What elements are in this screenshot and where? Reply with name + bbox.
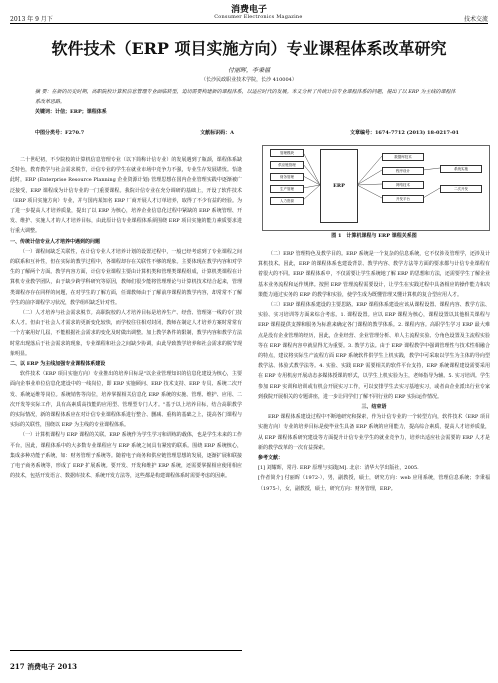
diagram-connectors [262,145,488,229]
article-number: 文章编号：1674-7712 (2013) 18-0217-01 [349,130,459,136]
diagram-node: 网络技术 [382,181,424,189]
section-label: 技术交流 [463,16,488,23]
keywords: 关键词：计信；ERP；课程体系 [35,109,107,115]
article-affiliation: （长沙民政职业技术学院，长沙 410004） [201,77,297,83]
article-meta [35,129,459,136]
footer-magazine: 消费电子 [27,662,56,671]
left-column [10,155,242,482]
conclusion-paragraph: ERP 课程体系建设过程中不断地研究和探索，作为计信专业的一个转型方向，软件技术（ERP 项目实施方向）专业的培养目标是使毕业生具备 ERP 系统的应用能力，提高综合素质，提高人才培养质量，从 ERP 课程体系研究建设等方面提升计信专业学生的就业竞争力，培养出适应社会需要的 ERP 人才是新的教学改革的一次有益探索。 [258,414,490,451]
diagram-node: 二次开发 [440,185,482,193]
article-abstract [35,87,459,117]
page-number: 217 [10,662,25,671]
section-heading-2: 二、以 ERP 为主线加强专业课程体系建设 [10,361,106,368]
section-heading-1: 一、传统计信专业人才培养中遇到的问题 [10,238,101,245]
author-bio: [作者简介] 付丽晖（1972-），男，副教授，硕士，研究方向：web 应用系统，管理信息系统；李秉福（1975-），女，副教授，硕士，研究方向：财务管理，ERP。 [258,475,490,492]
diagram-node-erp: ERP [320,149,358,223]
figure-caption: 图 1 计算机课程与 ERP 课程关系图 [331,233,417,239]
article-authors: 付丽晖，李秉福 [227,67,270,74]
page-footer [10,662,77,672]
abstract-text: 摘 要：在新的历史时期，高职院校计算机信息管理专业面临转型，迫切需要构建新的课程体系，以适应时代的发展。本文分析了传统计信专业课程体系的问题，提出了以 ERP 为主线的课程体系改革思路。 [35,89,456,105]
header-row [10,14,488,23]
paragraph: （一）课程间缺乏关联性，在计信专业人才培养计划的设置过程中，一般已经考虑到了专业课程之间的联系和互补性，但在实际的教学过程中，各课程却存在关联性不够的现象。主要体现在教学内容和对学生的了解两个方面。教学内容方面，计信专业课程主要由计算机类和管理类课程组成，计算机类课程在计算机专业教学团队，由于缺少跨学科研究等原因，教师们很少能将管理理论与计算机技术结合起来，管理类课程亦存在同样的问题，在对学生的了解方面，任课教师由于了解前序课程的教学内容，却常常不了解学生的前序课程学习状况，教学组织缺乏针对性。 [10,248,242,306]
diagram-node: 开发平台 [382,195,424,203]
figure-1-diagram [262,145,488,229]
article-title: 软件技术（ERP 项目实施方向）专业课程体系改革研究 [51,39,447,58]
header-rule [10,23,488,24]
magazine-name: 消费电子 [230,5,267,15]
reference-item: [1] 刘耀晖，常丹. ERP 原理与实践[M]. 北京：清华大学出版社，2005. [258,465,419,472]
paragraph: （一）计算机课程与 ERP 课程的关联。ERP 系统作为学生学习和训练的载体，也是学生未来的工作平台，因此，课程体系中的大多数专业课程应与 ERP 系统之间具有紧密的联系。围绕 ERP 系统核心，集成多种功能子系统，如：财务管理子系统等。随着电子商务和供应链管理思想的发展，逐渐扩展和联接了电子商务系统等，形成了 ERP 扩展系统。要开发、开发和维护 ERP 系统，还需要掌握相应使用相应的技术，包括开发语言、数据库技术、系统开发方法等，这些都是构建课程体系时需要考虑的因素。 [10,432,242,480]
footer-year: 2013 [57,662,77,671]
diagram-node: 系统实施 [440,165,482,173]
section-heading-3: 三、结束语 [361,404,387,411]
paragraph: （二）人才培养与社会需求脱节。高职院校的人才培养目标是培养生产、经营、管理第一线的专门技术人才。但由于社会人才需求的更新变化较快，而学校往往相对封闭，教师在制定人才培养方案时常常有一个方案用好几届，不能根据社会需求的变化及时做出调整。加上教学条件的限制，教学内容和教学方法时常出现落后于社会需求的现象，专业课程和社会之间缺少协调，由此导致教学培养和社会需求的脱节现象明显。 [10,310,242,357]
diagram-node: 生产管理 [270,185,304,193]
diagram-node: 供应链管理 [270,161,304,169]
diagram-node: 数据库技术 [382,153,424,161]
diagram-node: 人力资源 [270,197,304,205]
issue-date: 2013 年 9 月下 [10,16,53,23]
references-heading: 参考文献： [258,455,284,462]
document-code: 文献标识码：A [200,130,235,136]
right-column [258,249,490,494]
paragraph: （三）ERP 课程体系建设的主要思路。ERP 课程体系建设应该从课程设置、课程内容、教学方法、实验、实习培训等方面来综合考虑。1. 课程设置。应以 ERP 课程为核心，课程设置以其他相关课程与 ERP 课程提供支撑和服务为标准来确定各门课程的教学体系。2. 课程内容。高职学生学习 ERP 最大难点是没有企业管理的经历，因此，企业经营、企业管理分析、单人主流程实验、分角色设置及主流程实验等在 ERP 课程内容中就显得尤为重要。3. 教学方法。由于 ERP 课程教学中强调管理性与技术性相融合的特点，建议将实际生产流程方面 ERP 系统软件供学生上机实践，教学中可采取以学生为主体的导向型教学法、体验式教学法等。4. 实验、实践 ERP 需要相关的软件平台支持，ERP 系统课程建设需要采用在 ERP 专用机房开展动态多媒体授课的形式，以学生上机实验为主，老师指导为辅。5. 实习培训。学生参加 ERP 实训和培训或有机会开展实习工作，可以安排学生去实习基地实习，或者由企业派出行业专家到我院开展相关的专题讲座，进一步让同学们了解不同行业的 ERP 实际运作情况。 [258,302,490,400]
clc-number: 中图分类号：F270.7 [35,130,85,136]
diagram-node: 程序设计 [382,167,424,175]
diagram-node: 财务管理 [270,173,304,181]
footer-rule [10,650,242,651]
intro-paragraph: 二十世纪初，不少院校的计算机信息管理专业（以下简称计信专业）的发展遇到了瓶颈，课程体系缺乏特色，教育教学与社会需求脱节，计信专业的学生在就业市场中竞争力不强，专业生存发展堪忧。恰逢此时，ERP (Enterprise Resource Planning 企业资源计划) 管理思想在国内企业管理实践中逐渐被广泛接受，ERP 课程成为计信专业的一门重要课程。我院计信专业在充分调研的基础上，开设了软件技术（ERP 项目实施方向）专业，并与国内某知名 ERP 厂商开展人才订单培养，取得了不少有益的经验。为了进一步提高人才培养质量，提出了以 ERP 为核心，培养企业信息化过程中紧缺的 ERP 系统管理、开发、维护、实施人才的人才培养目标，由此原计信专业课程体系须围绕 ERP 项目实施的能力素质要求进行重大调整。 [10,157,242,235]
magazine-english-name: Consumer Electronics Magazine [214,14,303,20]
paragraph: 软件技术（ERP 项目实施方向）专业推出的培养目标是"以企业管理知识的信息化建设为核心，主要面向企事业单位信息化建设中的一线岗位，即 ERP 实施顾问、ERP 技术支持、ERP 专员、系统二次开发、系统运维等岗位。系统销售等岗位，培养掌握相关信息化 ERP 系统的实施、管理、维护、应用、二次开发等实际工作，具有高素质高技能的应用型、管理型专门人才。"基于以上培养目标，结合高职教学的实际情况，新的课程体系应在对计信专业课程体系进行整合、删减、重构的基础之上，提高各门课程与实际的关联性，围绕以 ERP 为主线的专业课程体系。 [10,371,242,429]
diagram-node: 管理模块 [270,149,304,157]
paragraph: （二）ERP 管理特色及教学目的。ERP 系统是一个复杂的信息系统，它不仅涉及管理学，还涉及计算机技术。因此，ERP 的课程体系也建设背景、教学内容、教学方法等方面的要求都与计信专业课程有着很大的不同。ERP 课程体系中，不仅需要让学生系统地了解 ERP 的思想和方法，还需要学生了解企业基本业务流程和运作规律。按照 ERP 管理流程需要设计，让学生在实践过程中具备相应的操作能力和决策能力通过实务的 ERP 的教学和实验，使学生成为既懂管理又懂计算机的复合型应用人才。 [258,251,490,298]
